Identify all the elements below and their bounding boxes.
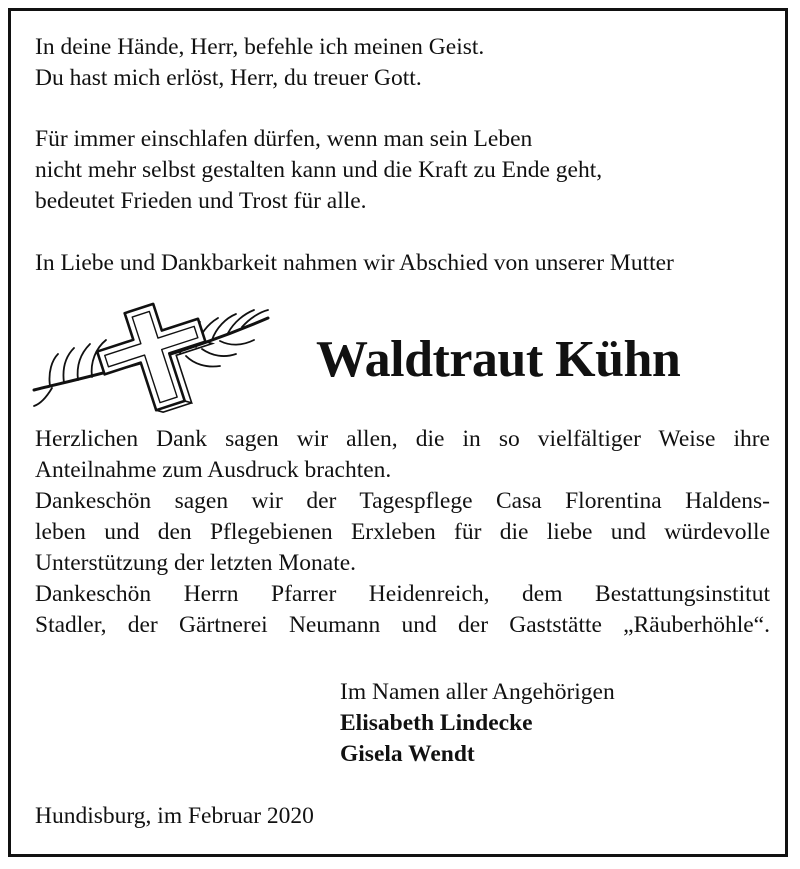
passage-line: Für immer einschlafen dürfen, wenn man sein Leben [35,126,533,152]
farewell-intro [35,248,770,279]
thanks-line: Unterstützung der letzten Monate. [35,550,357,576]
cross-with-palm-branch-icon [30,298,275,413]
thanks-line: Anteilnahme zum Ausdruck brachten. [35,457,392,483]
thanks-line: Dankeschön Herrn Pfarrer Heidenreich, dem Bestattungsinstitut [35,581,770,607]
signoff-intro: Im Namen aller Angehörigen [340,679,615,705]
thanks-line: Dankeschön sagen wir der Tagespflege Casa Florentina Haldens- [35,488,770,514]
place-date-line: Hundisburg, im Februar 2020 [35,803,314,829]
intro-line: In Liebe und Dankbarkeit nahmen wir Abschied von unserer Mutter [35,250,674,276]
thanks-line: Stadler, der Gärtnerei Neumann und der Gaststätte „Räuberhöhle“. [35,612,770,638]
thanks-line: Herzlichen Dank sagen wir allen, die in so vielfältiger Weise ihre [35,426,770,452]
passage-line: bedeutet Frieden und Trost für alle. [35,188,367,214]
deceased-name: Waldtraut Kühn [316,331,681,388]
signoff [340,677,760,770]
acknowledgements [35,424,770,641]
comfort-passage [35,124,770,217]
verse-line: Du hast mich erlöst, Herr, du treuer Gott. [35,65,422,91]
verse-line: In deine Hände, Herr, befehle ich meinen Geist. [35,34,485,60]
mourner-name: Elisabeth Lindecke [340,710,533,736]
thanks-line: leben und den Pflegebienen Erxleben für die liebe und würdevolle [35,519,770,545]
bible-verse [35,32,770,94]
place-and-date [35,801,770,832]
mourner-name: Gisela Wendt [340,741,475,767]
passage-line: nicht mehr selbst gestalten kann und die Kraft zu Ende geht, [35,157,603,183]
